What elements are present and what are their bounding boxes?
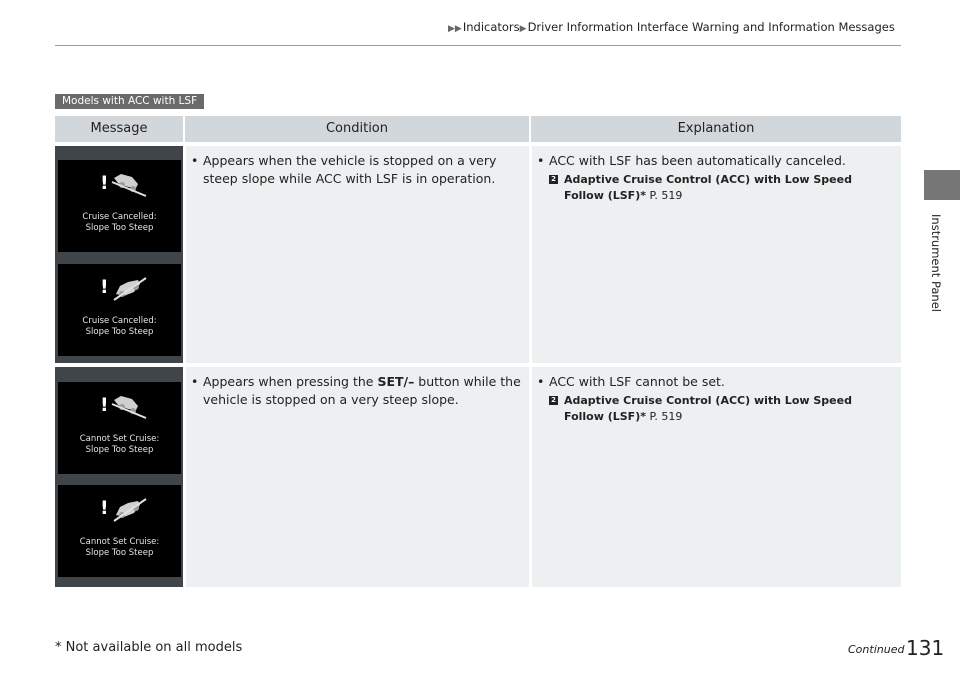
header-divider <box>55 45 901 46</box>
condition-cell <box>189 152 525 188</box>
page-number: 131 <box>906 636 945 660</box>
screen-line-1: Cruise Cancelled: <box>82 212 157 222</box>
screen-line-1: Cruise Cancelled: <box>82 316 157 326</box>
display-screen <box>58 264 181 356</box>
screen-line-2: Slope Too Steep <box>85 327 154 337</box>
column-divider <box>529 146 532 363</box>
message-cell <box>55 367 183 587</box>
column-divider <box>529 367 532 587</box>
continued-label: Continued <box>848 643 905 656</box>
bullet-icon: • <box>191 153 199 168</box>
column-header-message: Message <box>55 116 183 142</box>
screen-line-2: Slope Too Steep <box>85 223 154 233</box>
slope-car-icon <box>110 495 148 523</box>
column-divider <box>183 367 186 587</box>
column-divider <box>183 146 186 363</box>
list-item: • ACC with LSF has been automatically canceled. <box>537 153 846 168</box>
list-item: • Appears when the vehicle is stopped on a very steep slope while ACC with LSF is in operation. <box>191 153 497 186</box>
footnote: * Not available on all models <box>55 640 243 655</box>
breadcrumb <box>448 20 895 34</box>
explanation-cell <box>535 373 895 425</box>
warning-icon: ! <box>100 276 109 298</box>
column-header-condition: Condition <box>185 116 529 142</box>
warning-icon: ! <box>100 394 109 416</box>
cross-reference[interactable]: 2 Adaptive Cruise Control (ACC) with Low Speed Follow (LSF)* P. 519 <box>549 172 895 204</box>
slope-car-icon <box>110 392 148 420</box>
warning-icon: ! <box>100 172 109 194</box>
section-tab <box>924 170 960 200</box>
table-row <box>55 367 901 587</box>
display-screen <box>58 160 181 252</box>
display-screen <box>58 382 181 474</box>
bullet-icon: • <box>537 153 545 168</box>
screen-line-1: Cannot Set Cruise: <box>79 434 160 444</box>
arrow-icon: ▶ <box>519 24 527 34</box>
reference-arrow-icon: 2 <box>549 175 558 184</box>
breadcrumb-item: Driver Information Interface Warning and Information Messages <box>527 20 895 34</box>
slope-car-icon <box>110 274 148 302</box>
screen-line-2: Slope Too Steep <box>85 548 154 558</box>
message-cell <box>55 146 183 363</box>
screen-line-2: Slope Too Steep <box>85 445 154 455</box>
slope-car-icon <box>110 170 148 198</box>
list-item: • Appears when pressing the SET/– button while the vehicle is stopped on a very steep slope. <box>191 374 521 407</box>
column-header-explanation: Explanation <box>531 116 901 142</box>
breadcrumb-item: Indicators <box>462 20 520 34</box>
bullet-icon: • <box>191 374 199 389</box>
screen-line-1: Cannot Set Cruise: <box>79 537 160 547</box>
section-label: Instrument Panel <box>929 214 943 312</box>
cross-reference[interactable]: 2 Adaptive Cruise Control (ACC) with Low Speed Follow (LSF)* P. 519 <box>549 393 895 425</box>
reference-arrow-icon: 2 <box>549 396 558 405</box>
model-label: Models with ACC with LSF <box>55 94 204 109</box>
table-row <box>55 146 901 363</box>
display-screen <box>58 485 181 577</box>
condition-cell <box>189 373 525 409</box>
table-header <box>55 116 901 142</box>
warning-icon: ! <box>100 497 109 519</box>
list-item: • ACC with LSF cannot be set. <box>537 374 725 389</box>
explanation-cell <box>535 152 895 204</box>
bullet-icon: • <box>537 374 545 389</box>
double-arrow-icon: ▶▶ <box>448 24 462 34</box>
